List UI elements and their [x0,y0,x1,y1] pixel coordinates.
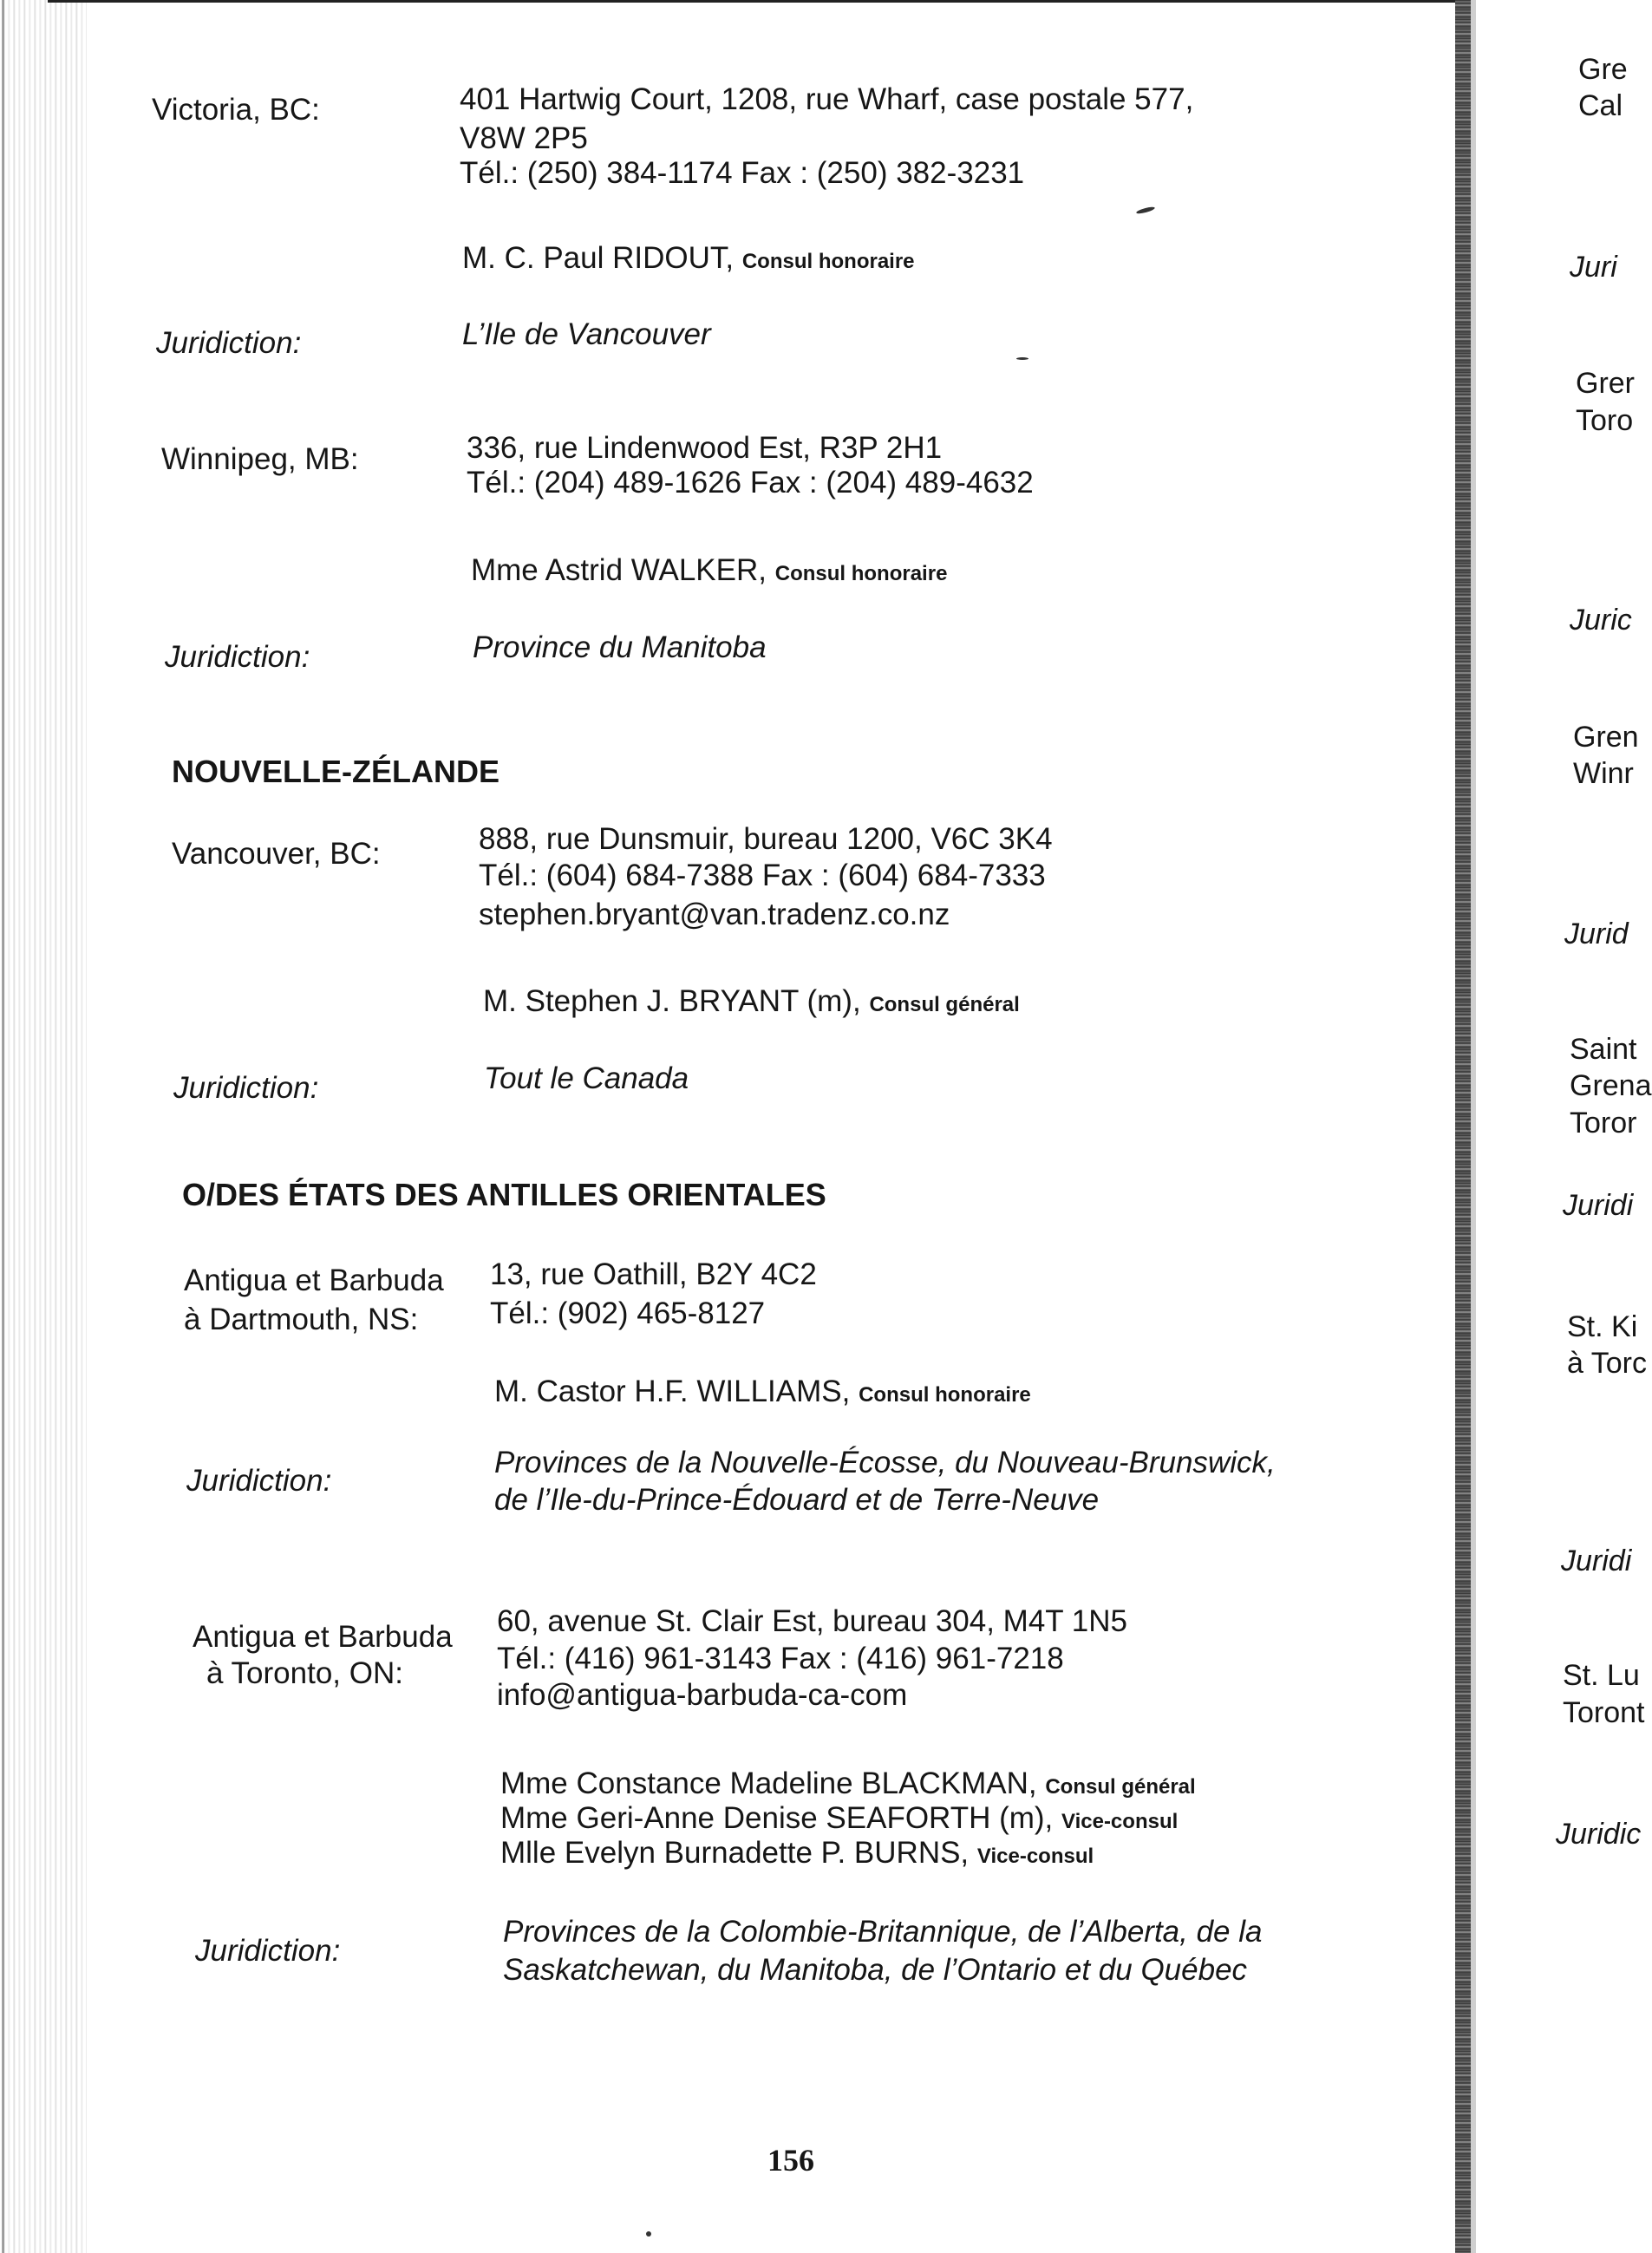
consul-title: Consul honoraire [741,250,915,273]
facing-page-fragment: St. Lu [1563,1659,1640,1692]
consul-name: M. Stephen J. BRYANT (m), [483,984,861,1018]
vice-consul-entry [500,1801,1178,1839]
facing-page-fragment: Winr [1573,757,1634,790]
jurisdiction-text: Province du Manitoba [473,630,767,664]
city-line: Antigua et Barbuda [193,1620,453,1654]
city-winnipeg: Winnipeg, MB: [161,442,359,476]
book-binding-gutter [0,0,87,2253]
city-vancouver: Vancouver, BC: [172,837,381,871]
phone-fax-line: Tél.: (416) 961-3143 Fax : (416) 961-7218 [497,1642,1064,1675]
consul-entry [500,1766,1196,1805]
jurisdiction-text: Saskatchewan, du Manitoba, de l’Ontario et du Québec [503,1953,1248,1987]
section-heading: O/DES ÉTATS DES ANTILLES ORIENTALES [182,1177,826,1212]
facing-page [1476,0,1652,2253]
facing-page-fragment: Grer [1576,367,1635,400]
jurisdiction-text: Provinces de la Colombie-Britannique, de l’Alberta, de la [503,1915,1263,1949]
facing-page-fragment: Juric [1570,604,1632,637]
consul-title: Consul général [869,993,1020,1016]
consul-title: Vice-consul [976,1845,1094,1868]
jurisdiction-label: Juridiction: [165,640,310,674]
city-line: à Toronto, ON: [206,1656,403,1690]
email-line: stephen.bryant@van.tradenz.co.nz [479,898,950,931]
consul-name: Mme Constance Madeline BLACKMAN, [500,1766,1037,1800]
jurisdiction-text: L’Ile de Vancouver [462,317,711,351]
address-line: 401 Hartwig Court, 1208, rue Wharf, case postale 577, [460,82,1194,116]
facing-page-fragment: Toro [1576,404,1634,437]
binding-edge-line [2,0,4,2253]
scan-speck [1016,357,1028,360]
consul-title: Consul général [1045,1775,1196,1799]
consul-entry [462,241,915,279]
email-line: info@antigua-barbuda-ca-com [497,1678,908,1712]
city-line: à Dartmouth, NS: [184,1303,419,1336]
address-line: 888, rue Dunsmuir, bureau 1200, V6C 3K4 [479,822,1053,856]
phone-line: Tél.: (902) 465-8127 [490,1296,766,1330]
facing-page-fragment: Gre [1578,53,1628,86]
address-line: 60, avenue St. Clair Est, bureau 304, M4T 1N5 [497,1604,1127,1638]
consul-entry [494,1375,1031,1413]
city-line: Antigua et Barbuda [184,1264,444,1297]
jurisdiction-text: Tout le Canada [484,1061,689,1095]
phone-fax-line: Tél.: (604) 684-7388 Fax : (604) 684-7333 [479,859,1046,892]
scan-speck [1136,206,1156,215]
consul-name: Mlle Evelyn Burnadette P. BURNS, [500,1836,970,1870]
address-line: V8W 2P5 [460,121,588,155]
phone-fax-line: Tél.: (204) 489-1626 Fax : (204) 489-4632 [467,466,1034,500]
address-line: 13, rue Oathill, B2Y 4C2 [490,1257,817,1291]
consul-name: Mme Geri-Anne Denise SEAFORTH (m), [500,1801,1054,1835]
vice-consul-entry [500,1836,1094,1874]
facing-page-fragment: Grena [1570,1069,1652,1102]
address-line: 336, rue Lindenwood Est, R3P 2H1 [467,431,943,465]
facing-page-fragment: Juri [1570,251,1617,284]
facing-page-fragment: Cal [1578,89,1623,122]
facing-page-fragment: Juridi [1561,1544,1632,1577]
consul-name: M. Castor H.F. WILLIAMS, [494,1375,851,1408]
city-victoria: Victoria, BC: [152,93,320,127]
facing-page-fragment: Jurid [1564,918,1629,950]
consul-entry [483,984,1020,1022]
section-heading: NOUVELLE-ZÉLANDE [172,754,500,789]
phone-fax-line: Tél.: (250) 384-1174 Fax : (250) 382-3231 [460,156,1025,190]
jurisdiction-label: Juridiction: [195,1934,341,1968]
facing-page-fragment: Juridi [1563,1189,1634,1222]
page-spine-shadow [1455,0,1471,2253]
consul-entry [471,553,947,591]
jurisdiction-text: Provinces de la Nouvelle-Écosse, du Nouveau-Brunswick, [494,1446,1276,1479]
consul-title: Consul honoraire [774,562,948,585]
page-number: 156 [767,2143,814,2178]
consul-title: Consul honoraire [859,1383,1031,1407]
page-top-edge [48,0,1457,3]
consul-name: Mme Astrid WALKER, [471,553,767,587]
facing-page-fragment: à Torc [1567,1347,1647,1380]
jurisdiction-label: Juridiction: [156,326,302,360]
facing-page-fragment: Juridic [1556,1818,1642,1851]
facing-page-fragment: Saint [1570,1033,1637,1066]
jurisdiction-label: Juridiction: [173,1071,319,1105]
facing-page-fragment: St. Ki [1567,1310,1638,1343]
consul-title: Vice-consul [1061,1810,1179,1833]
jurisdiction-text: de l’Ile-du-Prince-Édouard et de Terre-Neuve [494,1483,1100,1517]
facing-page-fragment: Toror [1570,1107,1637,1140]
facing-page-fragment: Toront [1563,1696,1645,1729]
facing-page-fragment: Gren [1573,721,1639,754]
jurisdiction-label: Juridiction: [186,1464,332,1498]
scan-speck [646,2231,651,2237]
consul-name: M. C. Paul RIDOUT, [462,241,735,275]
